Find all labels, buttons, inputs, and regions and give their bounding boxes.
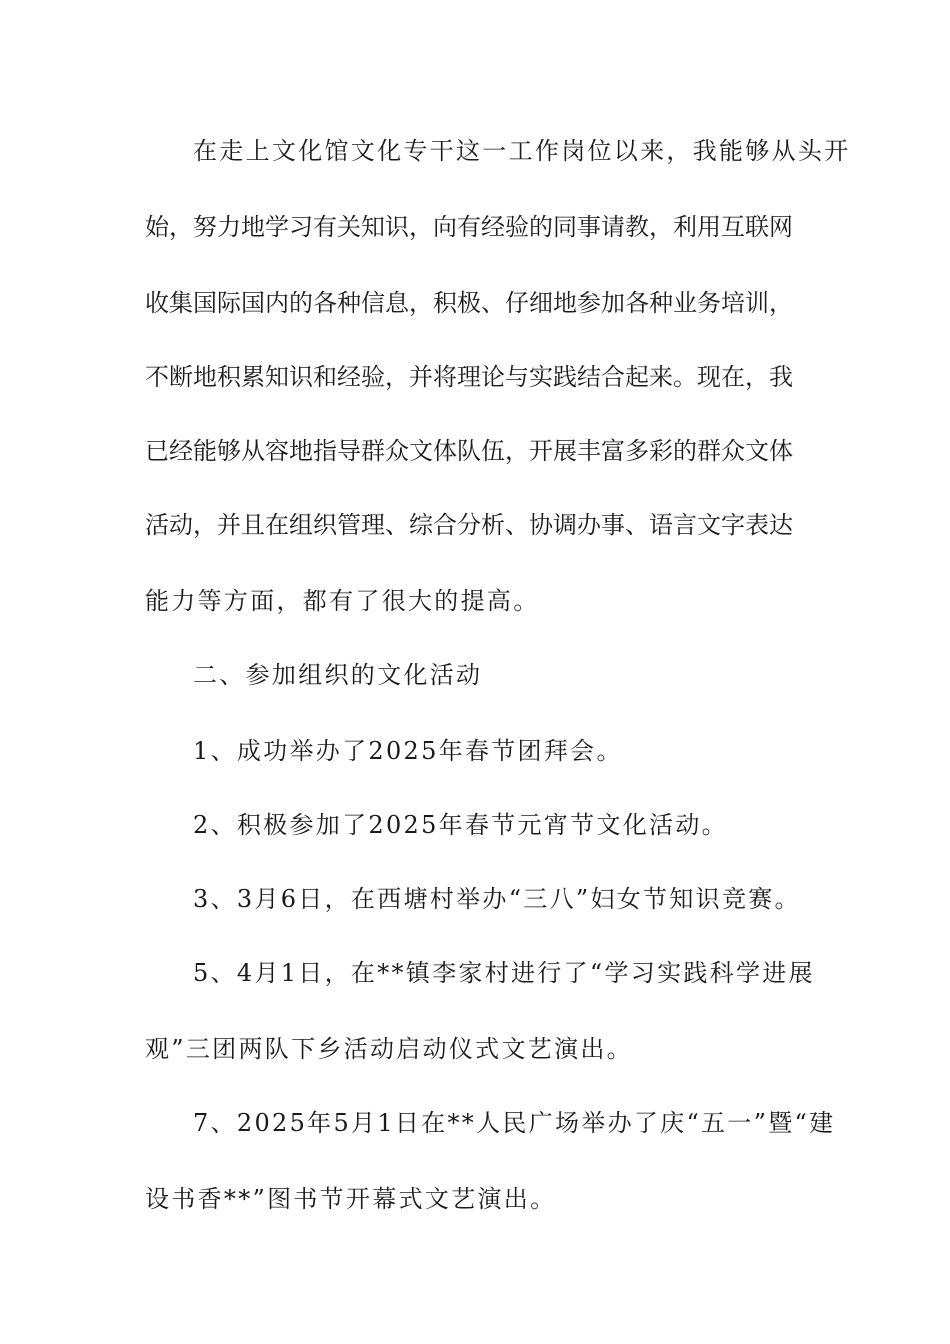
paragraph-line: 能力等方面，都有了很大的提高。 — [145, 587, 540, 615]
list-item: 7、2025年5月1日在**人民广场举办了庆“五一”暨“建 — [193, 1109, 836, 1137]
paragraph-line: 已经能够从容地指导群众文体队伍，开展丰富多彩的群众文体 — [145, 437, 793, 465]
list-item-continuation: 设书香**”图书节开幕式文艺演出。 — [145, 1185, 557, 1213]
list-item: 3、3月6日，在西塘村举办“三八”妇女节知识竞赛。 — [193, 885, 801, 913]
paragraph-line: 收集国际国内的各种信息，积极、仔细地参加各种业务培训， — [145, 289, 793, 317]
list-item-continuation: 观”三团两队下乡活动启动仪式文艺演出。 — [145, 1035, 633, 1063]
paragraph-line: 在走上文化馆文化专干这一工作岗位以来，我能够从头开 — [193, 137, 851, 165]
list-item: 1、成功举办了2025年春节团拜会。 — [193, 737, 623, 765]
paragraph-line: 活动，并且在组织管理、综合分析、协调办事、语言文字表达 — [145, 511, 793, 539]
paragraph-line: 始，努力地学习有关知识，向有经验的同事请教，利用互联网 — [145, 213, 793, 241]
section-heading: 二、参加组织的文化活动 — [193, 661, 483, 689]
list-item: 5、4月1日，在**镇李家村进行了“学习实践科学进展 — [193, 959, 815, 987]
paragraph-line: 不断地积累知识和经验，并将理论与实践结合起来。现在，我 — [145, 363, 793, 391]
list-item: 2、积极参加了2025年春节元宵节文化活动。 — [193, 811, 728, 839]
